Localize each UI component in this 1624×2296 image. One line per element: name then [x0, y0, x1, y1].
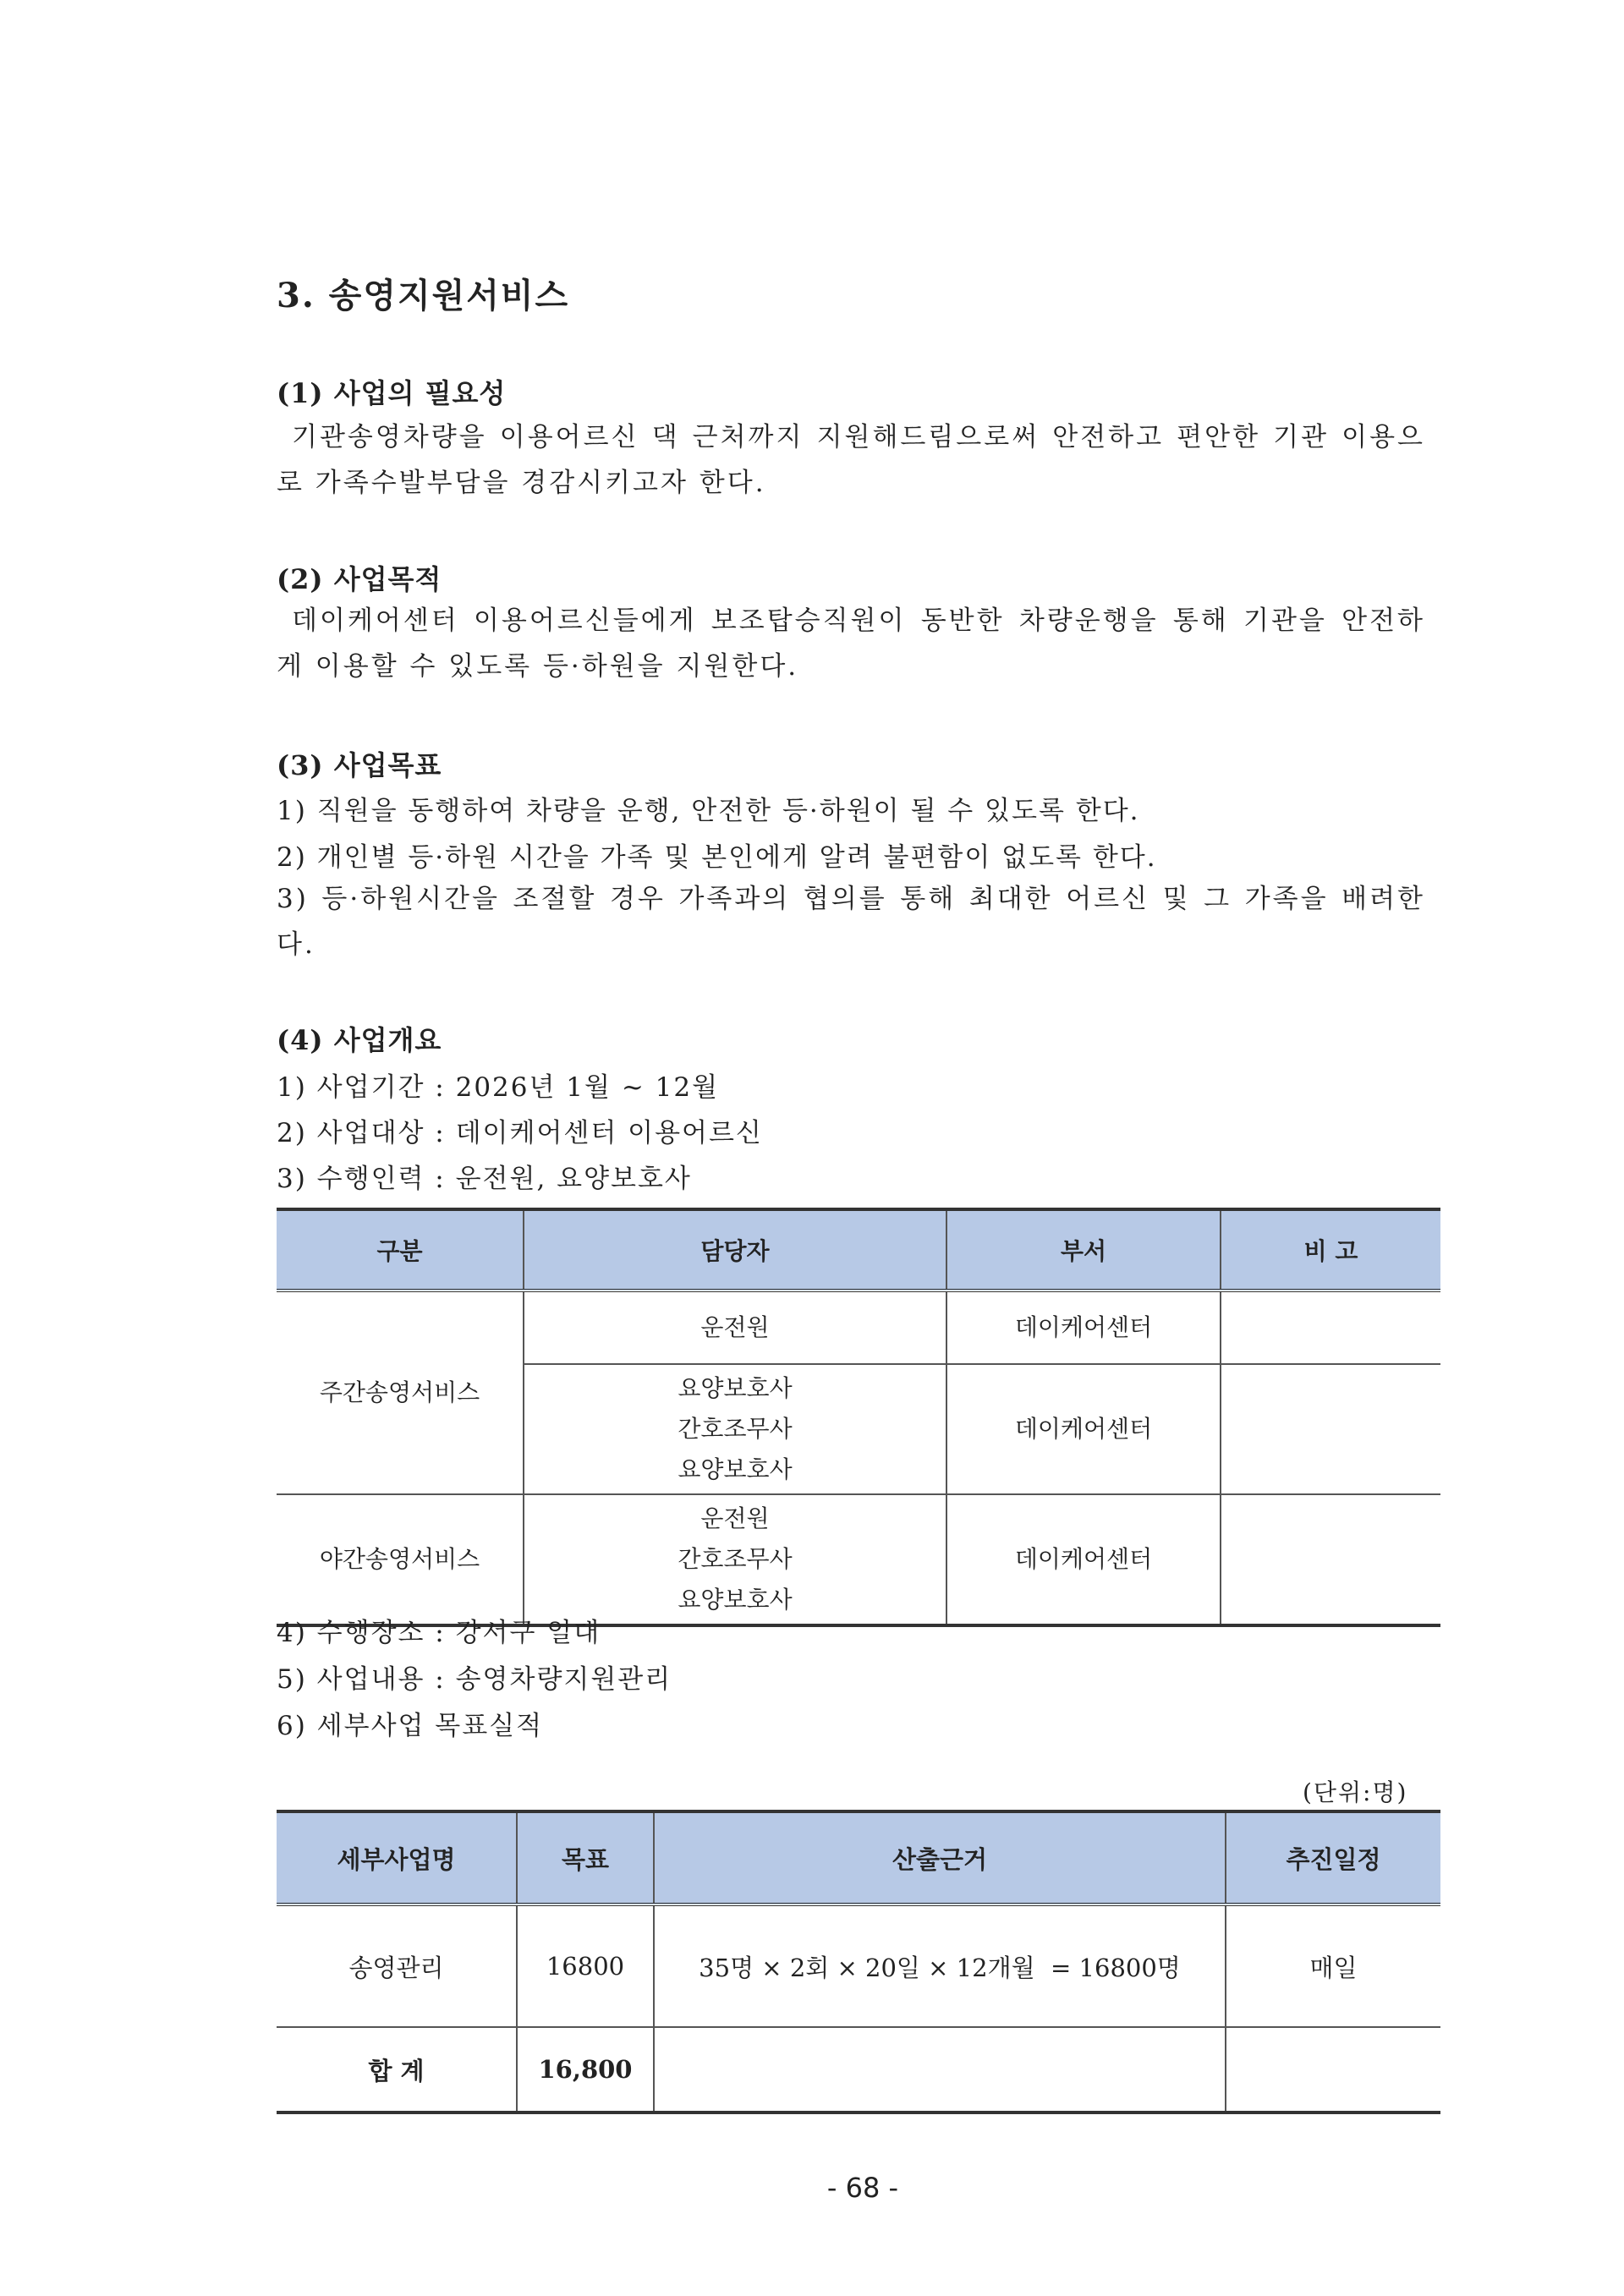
- section-2-text: 데이케어센터 이용어르신들에게 보조탑승직원이 동반한 차량운행을 통해 기관을 안전하게 이용할 수 있도록 등·하원을 지원한다.: [277, 606, 1425, 682]
- section-3-heading: (3) 사업목표: [277, 749, 442, 781]
- total-basis: [654, 2027, 1226, 2112]
- page-title: 3. 송영지원서비스: [277, 276, 570, 315]
- total-schedule: [1226, 2027, 1440, 2112]
- day-driver-cell: 운전원: [524, 1290, 946, 1364]
- overview-item-4: 4) 수행장소 : 강서구 일대: [277, 1618, 601, 1648]
- night-staff-cell: [524, 1494, 946, 1625]
- header-subproject: 세부사업명: [277, 1811, 517, 1904]
- night-staff-2: 간호조무사: [678, 1545, 793, 1573]
- header-schedule: 추진일정: [1226, 1811, 1440, 1904]
- header-category: 구분: [277, 1209, 524, 1290]
- goal-item-3: 3) 등·하원시간을 조절할 경우 가족과의 협의를 통해 최대한 어르신 및 그 가족을 배려한다.: [277, 884, 1425, 960]
- subproject-target: 16800: [517, 1904, 654, 2027]
- day-staff-3: 요양보호사: [678, 1455, 793, 1483]
- header-note: 비 고: [1221, 1209, 1440, 1290]
- overview-item-1: 1) 사업기간 : 2026년 1월 ~ 12월: [277, 1072, 720, 1103]
- day-driver-dept: 데이케어센터: [946, 1290, 1221, 1364]
- section-2-heading: (2) 사업목적: [277, 563, 442, 595]
- page-number: - 68 -: [826, 2172, 899, 2204]
- staff-table-header: [277, 1209, 1440, 1290]
- target-table-header: [277, 1811, 1440, 1904]
- subproject-name: 송영관리: [277, 1904, 517, 2027]
- overview-item-2: 2) 사업대상 : 데이케어센터 이용어르신: [277, 1118, 763, 1148]
- total-row: [277, 2027, 1440, 2112]
- unit-note: (단위:명): [1303, 1778, 1408, 1806]
- day-staff-cell: [524, 1364, 946, 1494]
- day-staff-1: 요양보호사: [678, 1374, 793, 1402]
- subproject-schedule: 매일: [1226, 1904, 1440, 2027]
- staff-table: [277, 1208, 1440, 1627]
- subproject-basis: 35명 × 2회 × 20일 × 12개월 = 16800명: [654, 1904, 1226, 2027]
- header-dept: 부서: [946, 1209, 1221, 1290]
- night-staff-note: [1221, 1494, 1440, 1625]
- target-table: [277, 1810, 1440, 2114]
- section-4-heading: (4) 사업개요: [277, 1024, 442, 1056]
- day-service-cell: 주간송영서비스: [277, 1290, 524, 1494]
- night-staff-1: 운전원: [700, 1504, 770, 1532]
- day-staff-note: [1221, 1364, 1440, 1494]
- section-1-heading: (1) 사업의 필요성: [277, 377, 507, 409]
- header-target: 목표: [517, 1811, 654, 1904]
- night-staff-3: 요양보호사: [678, 1586, 793, 1614]
- goal-item-1: 1) 직원을 동행하여 차량을 운행, 안전한 등·하원이 될 수 있도록 한다.: [277, 796, 1140, 826]
- section-1-text: 기관송영차량을 이용어르신 댁 근처까지 지원해드림으로써 안전하고 편안한 기관 이용으로 가족수발부담을 경감시키고자 한다.: [277, 422, 1425, 498]
- day-staff-2: 간호조무사: [678, 1415, 793, 1443]
- day-driver-note: [1221, 1290, 1440, 1364]
- table-row: [277, 1290, 1440, 1364]
- table-row: [277, 1904, 1440, 2027]
- header-person: 담당자: [524, 1209, 946, 1290]
- total-label: 합 계: [277, 2027, 517, 2112]
- overview-item-6: 6) 세부사업 목표실적: [277, 1711, 544, 1741]
- goal-item-2: 2) 개인별 등·하원 시간을 가족 및 본인에게 알려 불편함이 없도록 한다.: [277, 842, 1157, 873]
- total-value: 16,800: [517, 2027, 654, 2112]
- table-row: [277, 1494, 1440, 1625]
- overview-item-3: 3) 수행인력 : 운전원, 요양보호사: [277, 1164, 692, 1194]
- overview-item-5: 5) 사업내용 : 송영차량지원관리: [277, 1664, 672, 1695]
- night-staff-dept: 데이케어센터: [946, 1494, 1221, 1625]
- day-staff-dept: 데이케어센터: [946, 1364, 1221, 1494]
- night-service-cell: 야간송영서비스: [277, 1494, 524, 1625]
- header-basis: 산출근거: [654, 1811, 1226, 1904]
